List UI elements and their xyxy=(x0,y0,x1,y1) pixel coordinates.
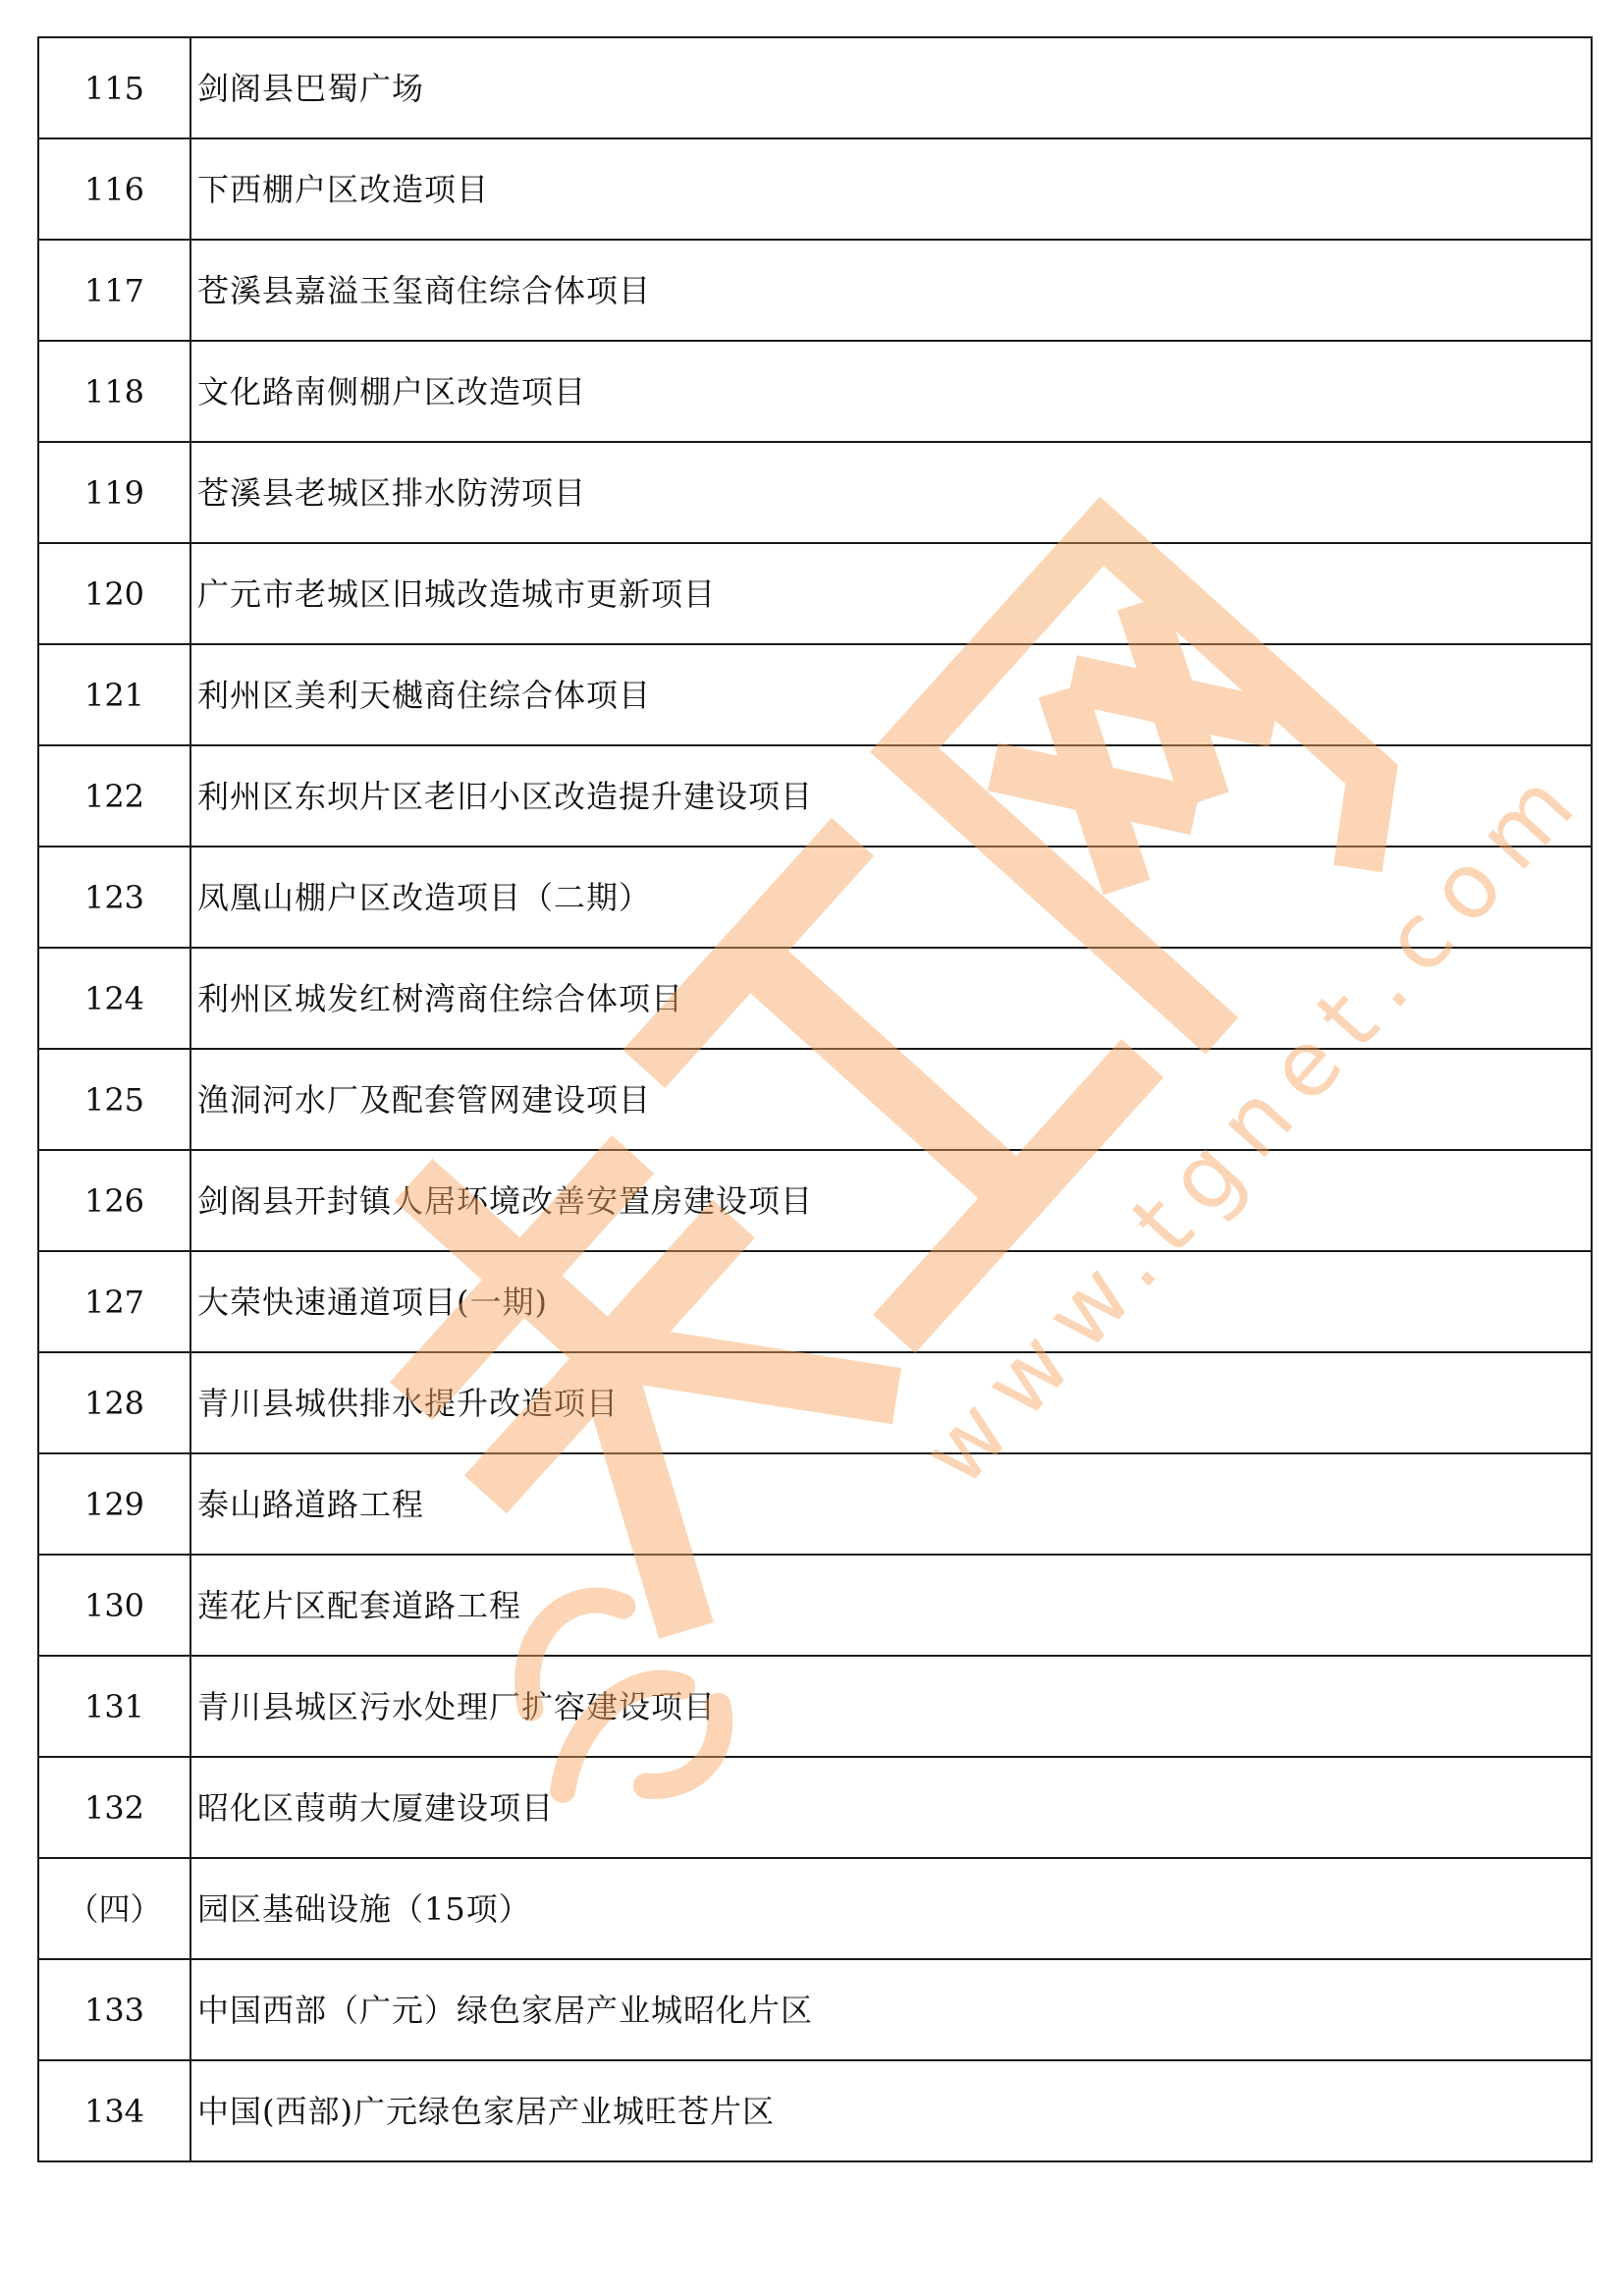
row-number: 124 xyxy=(38,948,190,1049)
project-name: 广元市老城区旧城改造城市更新项目 xyxy=(190,543,1592,644)
table-row xyxy=(38,442,1592,543)
row-number: 121 xyxy=(38,644,190,745)
watermark-url: www.tgnet.com xyxy=(901,740,1606,1505)
project-name: 莲花片区配套道路工程 xyxy=(190,1555,1592,1656)
row-number: 117 xyxy=(38,240,190,341)
project-name: 利州区东坝片区老旧小区改造提升建设项目 xyxy=(190,745,1592,847)
project-name: 下西棚户区改造项目 xyxy=(190,138,1592,240)
table-row xyxy=(38,1555,1592,1656)
row-number: 116 xyxy=(38,138,190,240)
project-name: 剑阁县开封镇人居环境改善安置房建设项目 xyxy=(190,1150,1592,1251)
project-name: 中国(西部)广元绿色家居产业城旺苍片区 xyxy=(190,2060,1592,2161)
project-name: 大荣快速通道项目(一期) xyxy=(190,1251,1592,1352)
row-number: 115 xyxy=(38,37,190,138)
project-name: 利州区城发红树湾商住综合体项目 xyxy=(190,948,1592,1049)
project-name: 利州区美利天樾商住综合体项目 xyxy=(190,644,1592,745)
project-name: 青川县城区污水处理厂扩容建设项目 xyxy=(190,1656,1592,1757)
project-name: 园区基础设施（15项） xyxy=(190,1858,1592,1959)
project-name: 文化路南侧棚户区改造项目 xyxy=(190,341,1592,442)
table-row xyxy=(38,745,1592,847)
row-number: 123 xyxy=(38,847,190,948)
row-number: 119 xyxy=(38,442,190,543)
row-number: 127 xyxy=(38,1251,190,1352)
table-row xyxy=(38,1049,1592,1150)
project-name: 渔洞河水厂及配套管网建设项目 xyxy=(190,1049,1592,1150)
table-row xyxy=(38,2060,1592,2161)
table-row xyxy=(38,948,1592,1049)
table-row xyxy=(38,240,1592,341)
row-number: 134 xyxy=(38,2060,190,2161)
row-number: 126 xyxy=(38,1150,190,1251)
project-table xyxy=(37,36,1593,2162)
table-row xyxy=(38,1150,1592,1251)
row-number: 133 xyxy=(38,1959,190,2060)
row-number: 118 xyxy=(38,341,190,442)
table-row xyxy=(38,1352,1592,1453)
table-row xyxy=(38,1656,1592,1757)
table-row xyxy=(38,1757,1592,1858)
table-row xyxy=(38,644,1592,745)
table-body xyxy=(38,37,1592,2161)
project-name: 泰山路道路工程 xyxy=(190,1453,1592,1555)
table-row xyxy=(38,138,1592,240)
project-name: 昭化区葭萌大厦建设项目 xyxy=(190,1757,1592,1858)
project-name: 苍溪县嘉溢玉玺商住综合体项目 xyxy=(190,240,1592,341)
row-number: 120 xyxy=(38,543,190,644)
project-name: 剑阁县巴蜀广场 xyxy=(190,37,1592,138)
table-row xyxy=(38,1251,1592,1352)
table-row xyxy=(38,847,1592,948)
table-row xyxy=(38,37,1592,138)
table-row xyxy=(38,1959,1592,2060)
row-number: 128 xyxy=(38,1352,190,1453)
table-row xyxy=(38,341,1592,442)
project-name: 苍溪县老城区排水防涝项目 xyxy=(190,442,1592,543)
row-number: 132 xyxy=(38,1757,190,1858)
table-row xyxy=(38,1858,1592,1959)
project-name: 青川县城供排水提升改造项目 xyxy=(190,1352,1592,1453)
project-name: 中国西部（广元）绿色家居产业城昭化片区 xyxy=(190,1959,1592,2060)
row-number: 122 xyxy=(38,745,190,847)
row-number: （四） xyxy=(38,1858,190,1959)
row-number: 129 xyxy=(38,1453,190,1555)
row-number: 131 xyxy=(38,1656,190,1757)
row-number: 125 xyxy=(38,1049,190,1150)
table-row xyxy=(38,1453,1592,1555)
project-name: 凤凰山棚户区改造项目（二期） xyxy=(190,847,1592,948)
table-row xyxy=(38,543,1592,644)
row-number: 130 xyxy=(38,1555,190,1656)
